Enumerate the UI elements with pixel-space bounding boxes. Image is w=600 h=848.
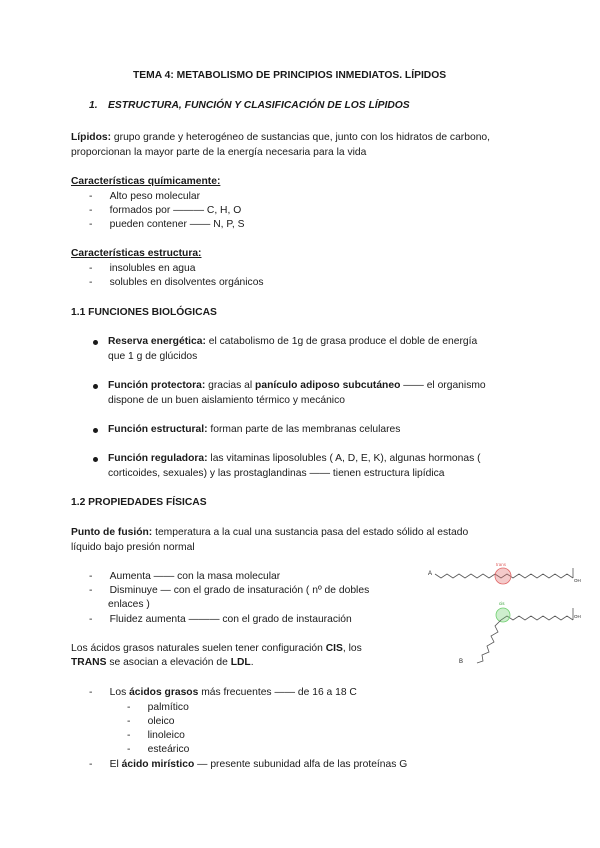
reserva-line2: que 1 g de glúcidos — [108, 351, 198, 362]
lipidos-definition-line2: proporcionan la mayor parte de la energía necesaria para la vida — [71, 147, 367, 158]
section-number: 1. — [89, 100, 98, 111]
list-item-continued: enlaces ) — [108, 599, 150, 610]
reguladora-term: Función reguladora: — [108, 453, 208, 464]
oh-label-a: OH — [574, 578, 581, 583]
lipidos-definition-line1 — [71, 132, 490, 143]
estructura-heading: Características estructura: — [71, 248, 202, 259]
propiedades-heading: 1.2 PROPIEDADES FÍSICAS — [71, 497, 207, 508]
fatty-acid-diagram — [423, 558, 598, 673]
lipidos-def-text1: grupo grande y heterogéneo de sustancias que, junto con los hidratos de carbono, — [111, 132, 491, 143]
trans-highlight — [495, 568, 511, 584]
cis-chain-tail — [477, 620, 501, 663]
fusion-line2: líquido bajo presión normal — [71, 542, 195, 553]
trans-label: trans — [496, 562, 507, 567]
page-title: TEMA 4: METABOLISMO DE PRINCIPIOS INMEDIATOS. LÍPIDOS — [133, 70, 447, 81]
list-item: - Aumenta —— con la masa molecular — [89, 571, 281, 582]
list-item: - Alto peso molecular — [89, 191, 201, 202]
cis-chain-top — [501, 616, 573, 620]
bullet-icon — [93, 340, 98, 345]
reguladora-line1: Función reguladora: las vitaminas liposolubles ( A, D, E, K), algunas hormonas ( — [108, 453, 481, 464]
bullet-icon — [93, 384, 98, 389]
sublist-item: - oleico — [127, 716, 175, 727]
cis-label: cis — [499, 601, 505, 606]
oh-label-b: OH — [574, 614, 581, 619]
reguladora-line2: corticoides, sexuales) y las prostaglandinas —— tienen estructura lipídica — [108, 468, 445, 479]
list-item: - pueden contener —— N, P, S — [89, 219, 245, 230]
cis-line: Los ácidos grasos naturales suelen tener configuración CIS, los — [71, 643, 362, 654]
lipidos-term: Lípidos: — [71, 132, 112, 143]
fusion-line1: Punto de fusión: temperatura a la cual una sustancia pasa del estado sólido al estado — [71, 527, 469, 538]
quimicas-heading: Características químicamente: — [71, 176, 221, 187]
funciones-heading: 1.1 FUNCIONES BIOLÓGICAS — [71, 307, 217, 318]
list-item: - El ácido mirístico — presente subunidad alfa de las proteínas G — [89, 759, 408, 770]
bullet-icon — [93, 428, 98, 433]
protectora-line2: dispone de un buen aislamiento térmico y mecánico — [108, 395, 345, 406]
reserva-line1: Reserva energética: el catabolismo de 1g de grasa produce el doble de energía — [108, 336, 478, 347]
list-item: - Fluidez aumenta ——— con el grado de instauración — [89, 614, 352, 625]
estructural-line: Función estructural: forman parte de las membranas celulares — [108, 424, 401, 435]
trans-line: TRANS se asocian a elevación de LDL. — [71, 657, 254, 668]
list-item: - solubles en disolventes orgánicos — [89, 277, 264, 288]
list-item: - insolubles en agua — [89, 263, 196, 274]
fusion-term: Punto de fusión: — [71, 527, 153, 538]
cis-highlight — [496, 608, 510, 622]
label-b: B — [459, 659, 464, 665]
sublist-item: - palmítico — [127, 702, 189, 713]
reserva-term: Reserva energética: — [108, 336, 206, 347]
list-item: - Los ácidos grasos más frecuentes —— de 16 a 18 C — [89, 687, 357, 698]
protectora-term: Función protectora: — [108, 380, 206, 391]
sublist-item: - esteárico — [127, 744, 190, 755]
list-item: - Disminuye — con el grado de insaturación ( nº de dobles — [89, 585, 370, 596]
bullet-icon — [93, 457, 98, 462]
section-title: ESTRUCTURA, FUNCIÓN Y CLASIFICACIÓN DE LOS LÍPIDOS — [108, 100, 410, 111]
sublist-item: - linoleico — [127, 730, 185, 741]
label-a: A — [428, 571, 433, 577]
protectora-line1: Función protectora: gracias al panículo adiposo subcutáneo —— el organismo — [108, 380, 486, 391]
estructural-term: Función estructural: — [108, 424, 208, 435]
list-item: - formados por ——— C, H, O — [89, 205, 242, 216]
